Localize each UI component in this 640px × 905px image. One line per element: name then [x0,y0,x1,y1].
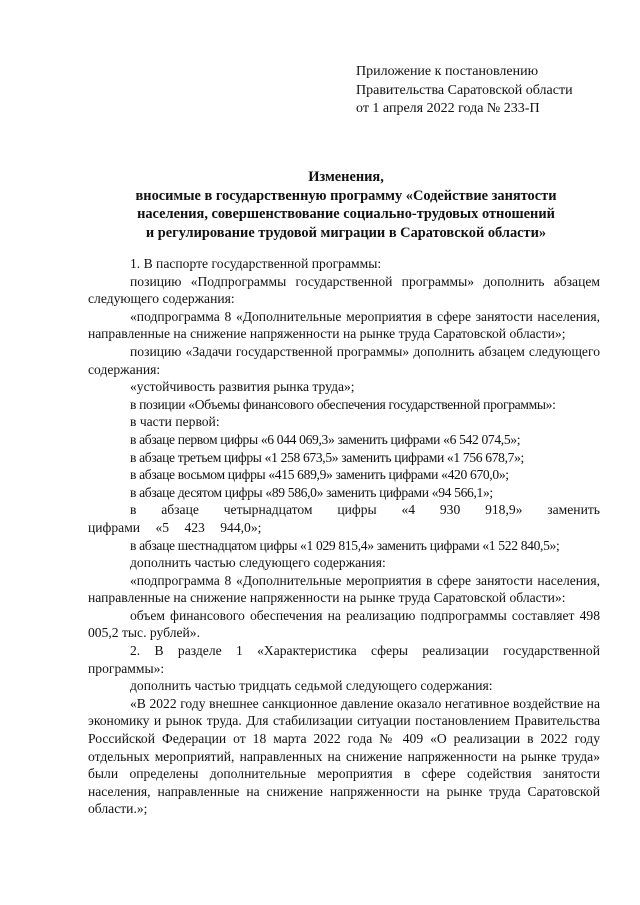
paragraph-17: 2. В разделе 1 «Характеристика сферы реализации государственной программы»: [88,643,600,676]
paragraph-4: позицию «Задачи государственной программы» дополнить абзацем следующего содержания: [88,343,600,377]
document-body [88,255,600,818]
paragraph-2: позицию «Подпрограммы государственной программы» дополнить абзацем следующего содержания: [88,273,600,307]
appendix-header [356,63,626,119]
paragraph-15: «подпрограмма 8 «Дополнительные мероприятия в сфере занятости населения, направленные на снижение напряженности на рынке труда Саратовской области»: [88,572,600,606]
paragraph-7: в части первой: [130,414,220,430]
title-line-2: вносимые в государственную программу «Содействие занятости [135,187,557,204]
paragraph-18: дополнить частью тридцать седьмой следующего содержания: [130,678,493,694]
paragraph-5: «устойчивость развития рынка труда»; [130,379,355,395]
paragraph-10: в абзаце восьмом цифры «415 689,9» заменить цифрами «420 670,0»; [130,467,509,483]
title-line-3: населения, совершенствование социально-трудовых отношений [137,206,555,222]
appendix-line-1: Приложение к постановлению [356,64,539,79]
paragraph-13: в абзаце шестнадцатом цифры «1 029 815,4» заменить цифрами «1 522 840,5»; [130,537,560,553]
paragraph-16: объем финансового обеспечения на реализацию подпрограммы составляет 498 005,2 тыс. рублей». [88,607,600,641]
paragraph-3: «подпрограмма 8 «Дополнительные мероприятия в сфере занятости населения, направленные на снижение напряженности на рынке труда Саратовской области»; [88,308,600,342]
paragraph-6: в позиции «Объемы финансового обеспечения государственной программы»: [130,396,556,412]
appendix-line-2: Правительства Саратовской области [356,82,573,98]
paragraph-12: в абзаце четырнадцатом цифры «4 930 918,9» заменить цифрами «5 423 944,0»; [88,502,600,535]
title-line-1: Изменения, [308,169,384,185]
paragraph-19: «В 2022 году внешнее санкционное давление оказало негативное воздействие на экономику и рынок труда. Для стабилизации ситуации постановлением Правительства Российской Федерации от 18 марта 2022 года № 409 «О реализации в 2022 году отдельных мероприятий, направленных на снижение напряженности на рынке труда» были определены дополнительные мероприятия в сфере содействия занятости населения, направленные на снижение напряженности на рынке труда Саратовской области.»; [88,695,600,817]
paragraph-11: в абзаце десятом цифры «89 586,0» заменить цифрами «94 566,1»; [130,484,493,500]
title-line-4: и регулирование трудовой миграции в Саратовской области» [145,224,547,241]
document-title [86,168,606,242]
paragraph-1: 1. В паспорте государственной программы: [130,256,382,271]
paragraph-8: в абзаце первом цифры «6 044 069,3» заменить цифрами «6 542 074,5»; [130,431,521,447]
appendix-line-3: от 1 апреля 2022 года № 233-П [356,101,540,116]
paragraph-14: дополнить частью следующего содержания: [130,555,386,571]
paragraph-9: в абзаце третьем цифры «1 258 673,5» заменить цифрами «1 756 678,7»; [130,449,524,465]
